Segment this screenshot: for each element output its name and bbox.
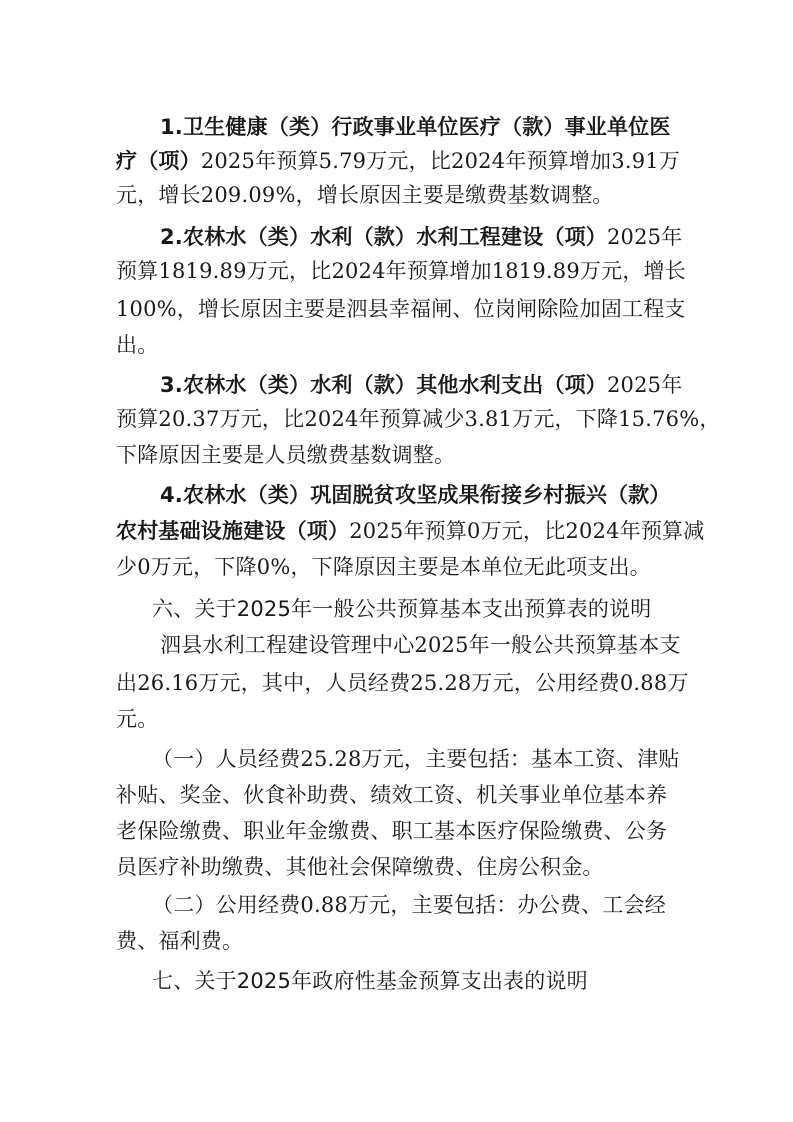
item-4-title-cont: 农村基础设施建设（项） — [116, 519, 350, 543]
item-2-title: 2.农林水（类）水利（款）水利工程建设（项） — [160, 225, 607, 249]
item-2-line-2 — [116, 256, 686, 286]
item-4-line-3 — [116, 552, 651, 582]
item-3-text-2: 预算20.37万元，比2024年预算减少3.81万元，下降15.76%， — [116, 407, 721, 431]
item-4-text: 2025年预算0万元，比2024年预算减 — [349, 519, 705, 543]
item-2-text-4: 出。 — [116, 333, 159, 357]
item-2-line-3 — [116, 294, 686, 324]
item-4-line-1 — [160, 480, 671, 510]
personnel-expense-line-2: 补贴、奖金、伙食补助费、绩效工资、机关事业单位基本养 — [116, 783, 668, 807]
section-6-para-line-1: 泗县水利工程建设管理中心2025年一般公共预算基本支 — [160, 633, 681, 657]
item-1-line-2 — [116, 146, 680, 176]
public-expense-line-2: 费、福利费。 — [116, 929, 244, 953]
item-3-text-3: 下降原因主要是人员缴费基数调整。 — [116, 443, 456, 467]
section-7-heading: 七、关于2025年政府性基金预算支出表的说明 — [152, 969, 588, 993]
public-expense-line-1: （二）公用经费0.88万元，主要包括：办公费、工会经 — [152, 893, 666, 917]
item-1-title-cont: 疗（项） — [116, 149, 201, 173]
item-2-line-4 — [116, 330, 158, 360]
item-1-title: 1.卫生健康（类）行政事业单位医疗（款）事业单位医 — [160, 115, 671, 139]
item-1-line-1 — [160, 112, 671, 142]
item-4-line-2 — [116, 516, 704, 546]
section-6-heading: 六、关于2025年一般公共预算基本支出预算表的说明 — [152, 597, 652, 621]
item-3-title: 3.农林水（类）水利（款）其他水利支出（项） — [160, 373, 607, 397]
item-3-line-1 — [160, 370, 682, 400]
item-3-line-2 — [116, 404, 721, 434]
item-2-text: 2025年 — [607, 225, 683, 249]
item-4-title: 4.农林水（类）巩固脱贫攻坚成果衔接乡村振兴（款） — [160, 483, 671, 507]
section-6-para-line-3: 元。 — [116, 707, 159, 731]
item-3-line-3 — [116, 440, 455, 470]
item-1-text: 2025年预算5.79万元，比2024年预算增加3.91万 — [200, 149, 681, 173]
item-4-text-3: 少0万元，下降0%，下降原因主要是本单位无此项支出。 — [116, 555, 651, 579]
item-2-line-1 — [160, 222, 682, 252]
personnel-expense-line-4: 员医疗补助缴费、其他社会保障缴费、住房公积金。 — [116, 855, 604, 879]
section-6-para-line-2: 出26.16万元，其中，人员经费25.28万元，公用经费0.88万 — [116, 671, 689, 695]
item-1-text-cont: 元，增长209.09%，增长原因主要是缴费基数调整。 — [116, 183, 614, 207]
personnel-expense-line-1: （一）人员经费25.28万元，主要包括：基本工资、津贴 — [152, 747, 680, 771]
item-3-text: 2025年 — [607, 373, 683, 397]
item-1-line-3 — [116, 180, 614, 210]
item-2-text-2: 预算1819.89万元，比2024年预算增加1819.89万元，增长 — [116, 259, 686, 283]
item-2-text-3: 100%，增长原因主要是泗县幸福闸、位岗闸除险加固工程支 — [116, 297, 686, 321]
personnel-expense-line-3: 老保险缴费、职业年金缴费、职工基本医疗保险缴费、公务 — [116, 819, 668, 843]
